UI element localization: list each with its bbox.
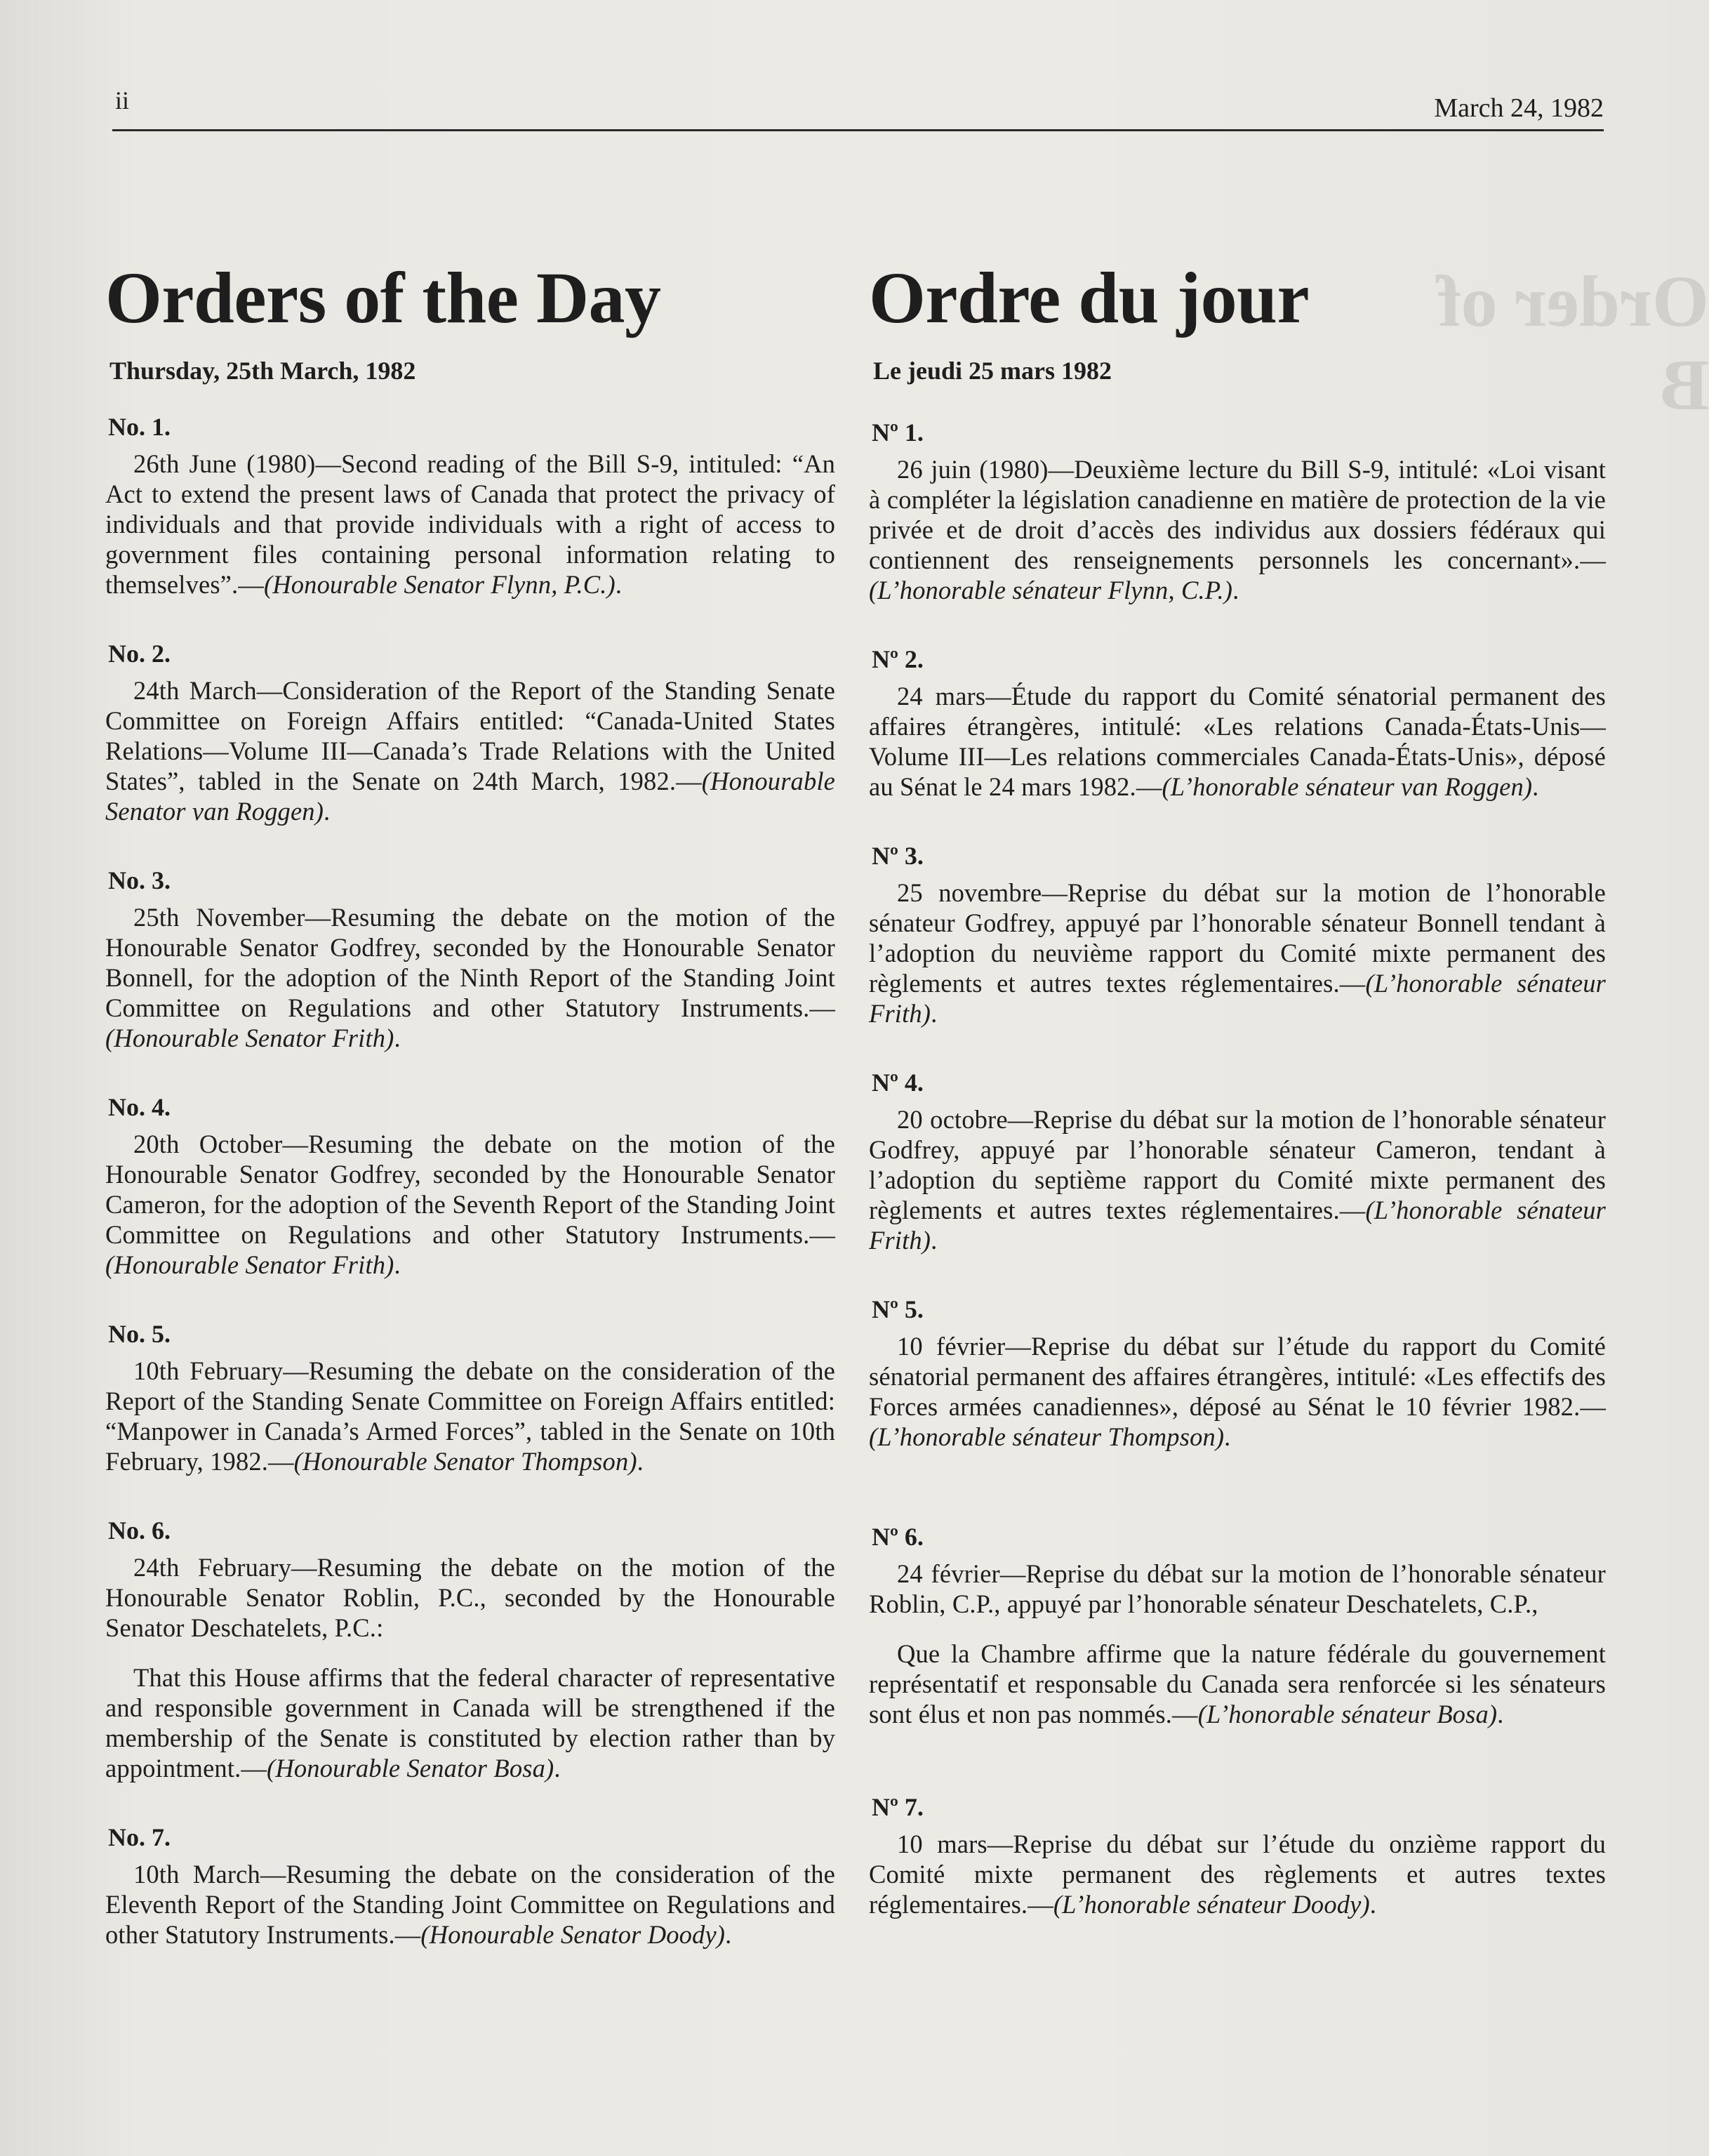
- item-attribution: (Honourable Senator Frith): [105, 1024, 394, 1053]
- item-number: No. 4.: [108, 1093, 171, 1122]
- item-text: 24th February—Resuming the debate on the motion of the Honourable Senator Roblin, P.C., seconded by the Honourable Senator Deschatelets, P.C.:: [105, 1553, 835, 1643]
- order-item-1: [869, 418, 1606, 605]
- item-attribution: (L’honorable sénateur van Roggen): [1162, 772, 1533, 802]
- order-item-6: [105, 1516, 835, 1783]
- item-attribution: (L’honorable sénateur Flynn, C.P.): [869, 576, 1233, 605]
- item-text: 25 novembre—Reprise du débat sur la motion de l’honorable sénateur Godfrey, appuyé par l’honorable sénateur Bonnell tendant à l’adoption du neuvième rapport du Comité mixte permanent des règlements et autres textes réglementaires.—(L’honorable sénateur Frith).: [869, 878, 1606, 1029]
- item-attribution: (Honourable Senator Doody): [420, 1920, 726, 1950]
- item-text: 26th June (1980)—Second reading of the Bill S-9, intituled: “An Act to extend the present laws of Canada that protect the privacy of individuals and that provide individuals with a right of access to government files containing personal information relating to themselves”.—(Honourable Senator Flynn, P.C.).: [105, 449, 835, 600]
- item-text: 20th October—Resuming the debate on the motion of the Honourable Senator Godfrey, seconded by the Honourable Senator Cameron, for the adoption of the Seventh Report of the Standing Joint Committee on Regulations and other Statutory Instruments.—(Honourable Senator Frith).: [105, 1130, 835, 1280]
- order-item-3: [869, 841, 1606, 1029]
- english-column: [105, 260, 835, 1950]
- order-item-4: [869, 1068, 1606, 1255]
- item-number: No. 5.: [108, 1320, 171, 1349]
- item-number: Nº 3.: [872, 842, 924, 871]
- order-item-7: [869, 1792, 1606, 1919]
- item-attribution: (L’honorable sénateur Frith): [869, 969, 1606, 1029]
- item-number: No. 1.: [108, 413, 171, 442]
- page-number: ii: [115, 86, 130, 114]
- item-attribution: (L’honorable sénateur Doody): [1053, 1890, 1370, 1919]
- item-text: 10 février—Reprise du débat sur l’étude du rapport du Comité sénatorial permanent des affaires étrangères, intitulé: «Les effectifs des Forces armées canadiennes», déposé au Sénat le 10 février 1982.—(L’honorable sénateur Thompson).: [869, 1332, 1606, 1452]
- order-item-5: [869, 1295, 1606, 1452]
- english-title: Orders of the Day: [105, 258, 661, 338]
- item-number: Nº 5.: [872, 1295, 924, 1324]
- item-attribution: (L’honorable sénateur Bosa): [1197, 1700, 1498, 1729]
- item-text: 24 mars—Étude du rapport du Comité sénatorial permanent des affaires étrangères, intitulé: «Les relations Canada-États-Unis—Volume III—Les relations commerciales Canada-États-Unis», déposé au Sénat le 24 mars 1982.—(L’honorable sénateur van Roggen).: [869, 682, 1606, 802]
- item-attribution: (L’honorable sénateur Frith): [869, 1196, 1606, 1255]
- french-title: Ordre du jour: [869, 258, 1310, 338]
- french-date: Le jeudi 25 mars 1982: [873, 357, 1112, 385]
- french-column: [869, 260, 1606, 1919]
- order-item-6: [869, 1522, 1606, 1729]
- item-attribution: (Honourable Senator Flynn, P.C.): [263, 570, 616, 600]
- item-text: 10 mars—Reprise du débat sur l’étude du onzième rapport du Comité mixte permanent des règlements et autres textes réglementaires.—(L’honorable sénateur Doody).: [869, 1830, 1606, 1919]
- header-date: March 24, 1982: [1434, 93, 1604, 123]
- item-attribution: (L’honorable sénateur Thompson): [869, 1422, 1225, 1452]
- order-item-3: [105, 866, 835, 1053]
- item-text: 26 juin (1980)—Deuxième lecture du Bill S-9, intitulé: «Loi visant à compléter la législation canadienne en matière de protection de la vie privée et de droit d’accès des individus aux dossiers fédéraux qui contiennent des renseignements personnels les concernant».—(L’honorable sénateur Flynn, C.P.).: [869, 455, 1606, 605]
- item-number: Nº 1.: [872, 418, 924, 447]
- item-text: 24 février—Reprise du débat sur la motion de l’honorable sénateur Roblin, C.P., appuyé par l’honorable sénateur Deschatelets, C.P.,: [869, 1559, 1606, 1619]
- item-text: 10th February—Resuming the debate on the consideration of the Report of the Standing Senate Committee on Foreign Affairs entitled: “Manpower in Canada’s Armed Forces”, tabled in the Senate on 10th February, 1982.—(Honourable Senator Thompson).: [105, 1356, 835, 1476]
- item-number: Nº 6.: [872, 1523, 924, 1552]
- order-item-4: [105, 1092, 835, 1280]
- item-number: No. 2.: [108, 640, 171, 668]
- item-text: 25th November—Resuming the debate on the motion of the Honourable Senator Godfrey, seconded by the Honourable Senator Bonnell, for the adoption of the Ninth Report of the Standing Joint Committee on Regulations and other Statutory Instruments.—(Honourable Senator Frith).: [105, 903, 835, 1053]
- item-attribution: (Honourable Senator Thompson): [293, 1447, 637, 1476]
- item-quote: That this House affirms that the federal character of representative and responsible government in Canada will be strengthened if the membership of the Senate is constituted by election rather than by appointment.—(Honourable Senator Bosa).: [105, 1663, 835, 1783]
- order-item-2: [105, 639, 835, 826]
- item-attribution: (Honourable Senator Bosa): [267, 1754, 554, 1783]
- item-text: 20 octobre—Reprise du débat sur la motion de l’honorable sénateur Godfrey, appuyé par l’honorable sénateur Cameron, tendant à l’adoption du septième rapport du Comité mixte permanent des règlements et autres textes réglementaires.—(L’honorable sénateur Frith).: [869, 1105, 1606, 1255]
- item-number: No. 6.: [108, 1516, 171, 1545]
- item-text: 24th March—Consideration of the Report of the Standing Senate Committee on Foreign Affairs entitled: “Canada-United States Relations—Volume III—Canada’s Trade Relations with the United States”, tabled in the Senate on 24th March, 1982.—(Honourable Senator van Roggen).: [105, 676, 835, 826]
- page-header: [112, 84, 1604, 131]
- order-item-1: [105, 412, 835, 600]
- item-number: Nº 7.: [872, 1793, 924, 1822]
- item-number: Nº 2.: [872, 645, 924, 674]
- item-attribution: (Honourable Senator van Roggen): [105, 767, 835, 826]
- item-number: No. 3.: [108, 866, 171, 895]
- item-attribution: (Honourable Senator Frith): [105, 1250, 394, 1280]
- item-quote: Que la Chambre affirme que la nature fédérale du gouvernement représentatif et responsable du Canada sera renforcée si les sénateurs sont élus et non pas nommés.—(L’honorable sénateur Bosa).: [869, 1639, 1606, 1729]
- order-item-5: [105, 1319, 835, 1476]
- order-item-2: [869, 644, 1606, 802]
- item-text: 10th March—Resuming the debate on the consideration of the Eleventh Report of the Standing Joint Committee on Regulations and other Statutory Instruments.—(Honourable Senator Doody).: [105, 1860, 835, 1950]
- item-number: No. 7.: [108, 1823, 171, 1852]
- bleed-through-text: Order of B: [1437, 261, 1709, 425]
- english-date: Thursday, 25th March, 1982: [109, 357, 416, 385]
- order-item-7: [105, 1823, 835, 1950]
- item-number: Nº 4.: [872, 1069, 924, 1097]
